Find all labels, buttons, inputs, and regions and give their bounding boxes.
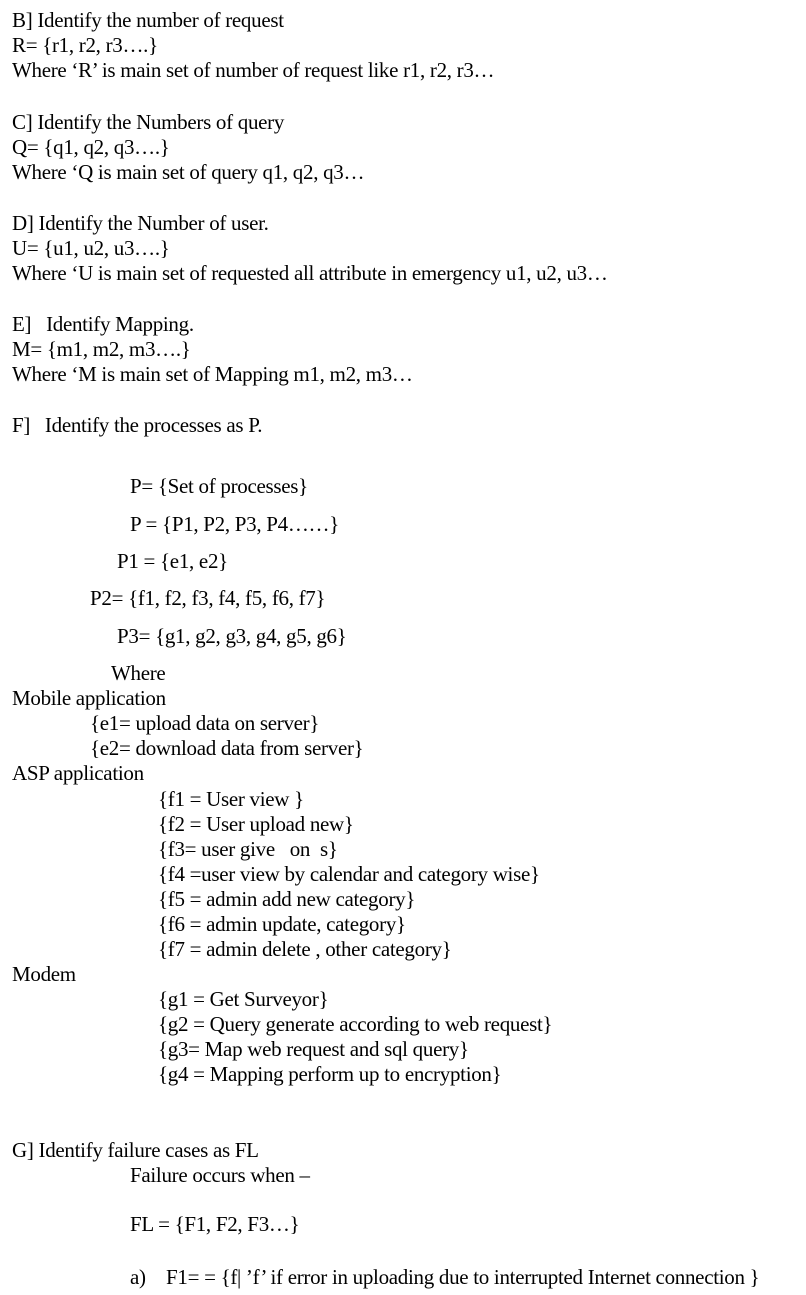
failure-case-marker: a) — [130, 1265, 146, 1289]
process-p3: P3= {g1, g2, g3, g4, g5, g6} — [117, 624, 347, 648]
section-c-description: Where ‘Q is main set of query q1, q2, q3… — [12, 160, 365, 184]
modem-item: {g4 = Mapping perform up to encryption} — [158, 1062, 502, 1086]
mobile-item: {e2= download data from server} — [90, 736, 364, 760]
section-d-set: U= {u1, u2, u3….} — [12, 236, 170, 260]
asp-item: {f3= user give on s} — [158, 837, 338, 861]
modem-label: Modem — [12, 962, 76, 986]
section-c-set: Q= {q1, q2, q3….} — [12, 135, 170, 159]
section-b-set: R= {r1, r2, r3….} — [12, 33, 158, 57]
asp-item: {f4 =user view by calendar and category wise} — [158, 862, 540, 886]
section-b-heading: B] Identify the number of request — [12, 8, 284, 32]
section-d-description: Where ‘U is main set of requested all attribute in emergency u1, u2, u3… — [12, 261, 608, 285]
section-b-description: Where ‘R’ is main set of number of request like r1, r2, r3… — [12, 58, 495, 82]
modem-item: {g2 = Query generate according to web request} — [158, 1012, 553, 1036]
asp-item: {f2 = User upload new} — [158, 812, 354, 836]
mobile-application-label: Mobile application — [12, 686, 166, 710]
process-set-definition: P= {Set of processes} — [130, 474, 308, 498]
asp-item: {f5 = admin add new category} — [158, 887, 416, 911]
section-c-heading: C] Identify the Numbers of query — [12, 110, 285, 134]
asp-item: {f1 = User view } — [158, 787, 304, 811]
section-g-heading: G] Identify failure cases as FL — [12, 1138, 259, 1162]
asp-item: {f6 = admin update, category} — [158, 912, 406, 936]
mobile-item: {e1= upload data on server} — [90, 711, 320, 735]
modem-item: {g1 = Get Surveyor} — [158, 987, 329, 1011]
modem-item: {g3= Map web request and sql query} — [158, 1037, 469, 1061]
process-set: P = {P1, P2, P3, P4……} — [130, 512, 340, 536]
process-p1: P1 = {e1, e2} — [117, 549, 228, 573]
process-p2: P2= {f1, f2, f3, f4, f5, f6, f7} — [90, 586, 326, 610]
where-label: Where — [111, 661, 166, 685]
failure-set: FL = {F1, F2, F3…} — [130, 1212, 300, 1236]
failure-intro: Failure occurs when – — [130, 1163, 310, 1187]
section-f-heading: F] Identify the processes as P. — [12, 413, 263, 437]
section-e-description: Where ‘M is main set of Mapping m1, m2, m3… — [12, 362, 413, 386]
section-e-set: M= {m1, m2, m3….} — [12, 337, 191, 361]
asp-item: {f7 = admin delete , other category} — [158, 937, 452, 961]
failure-case-text: F1= = {f| ’f’ if error in uploading due to interrupted Internet connection } — [166, 1265, 760, 1289]
section-e-heading: E] Identify Mapping. — [12, 312, 194, 336]
asp-application-label: ASP application — [12, 761, 144, 785]
section-d-heading: D] Identify the Number of user. — [12, 211, 269, 235]
